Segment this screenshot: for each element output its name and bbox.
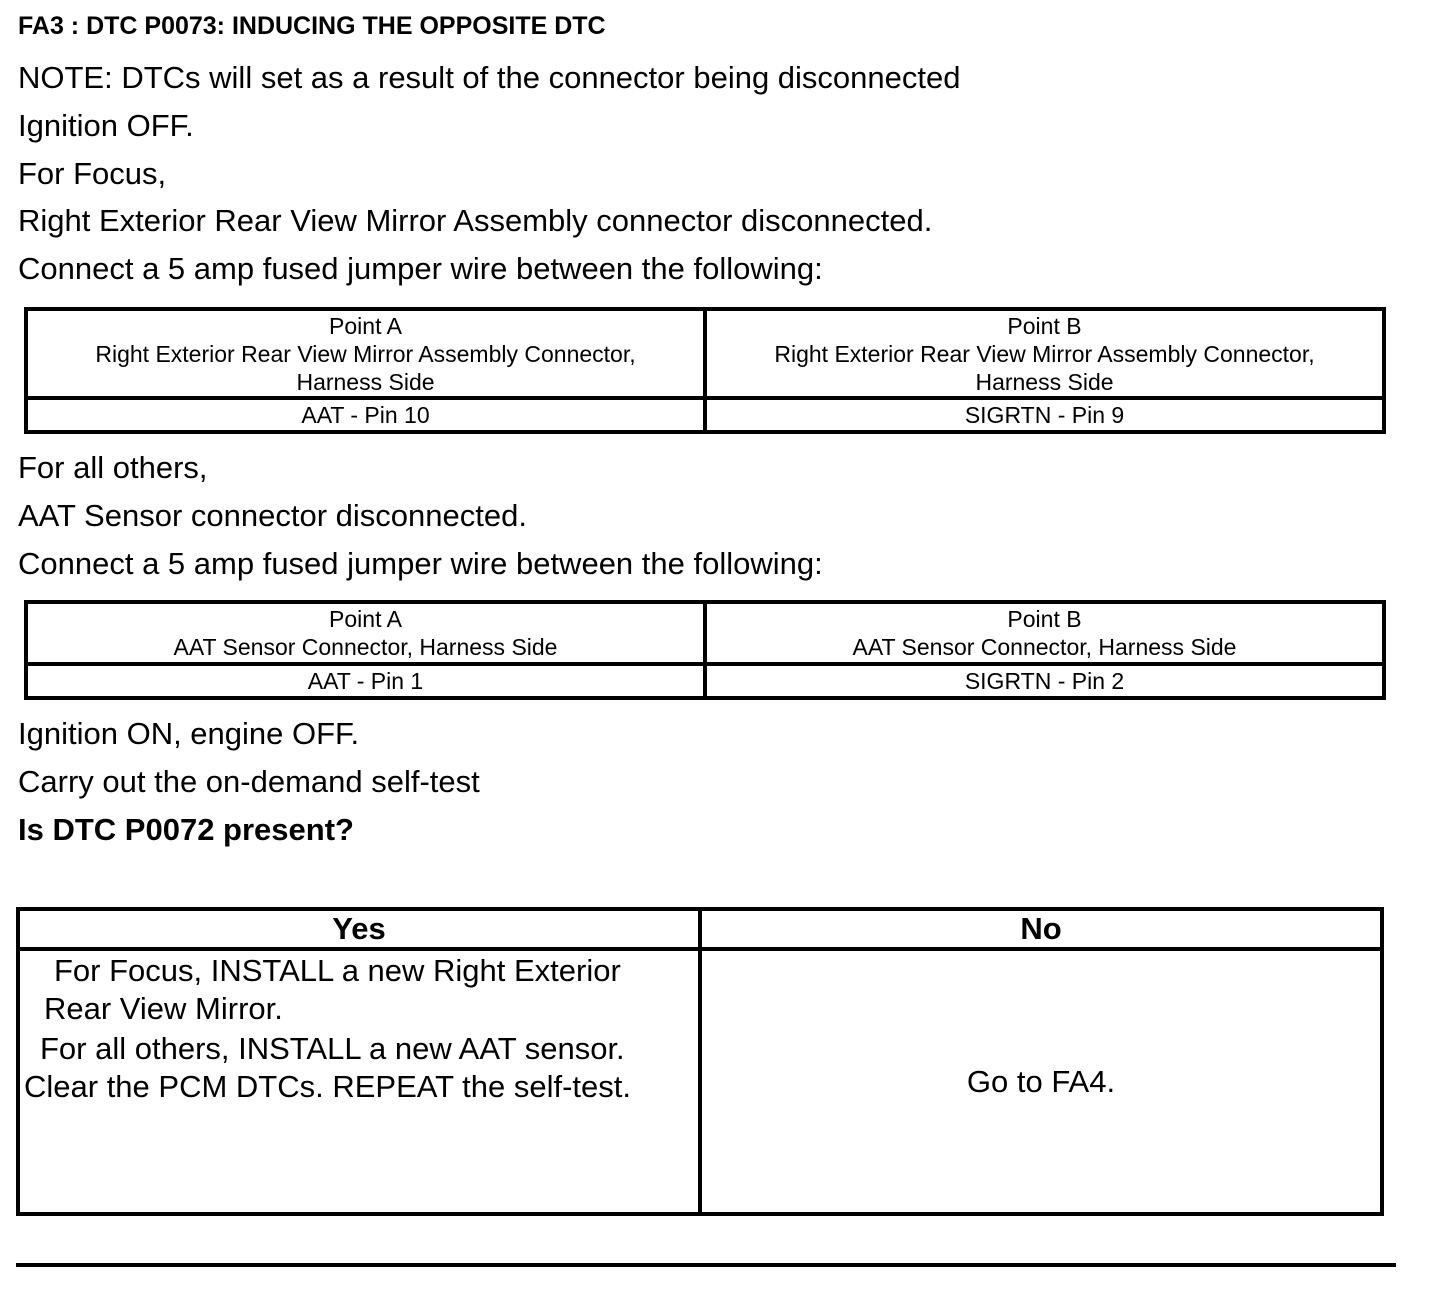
point-a-label: Point A: [329, 606, 402, 632]
point-b-pin: SIGRTN - Pin 9: [705, 398, 1384, 432]
pin-table-focus-point-a-header: [26, 309, 705, 398]
bottom-divider: [16, 1263, 1396, 1267]
no-cell: Go to FA4.: [700, 949, 1382, 1214]
step-for-focus: For Focus,: [18, 156, 167, 191]
point-b-side: Harness Side: [975, 368, 1114, 395]
point-b-connector: Right Exterior Rear View Mirror Assembly Connector,: [774, 340, 1315, 367]
step-connect-jumper-1: Connect a 5 amp fused jumper wire between the following:: [18, 251, 823, 286]
step-ignition-on: Ignition ON, engine OFF.: [18, 716, 360, 751]
yes-header: Yes: [18, 909, 700, 949]
pin-table-others-point-b-header: [705, 602, 1384, 664]
step-ignition-off: Ignition OFF.: [18, 108, 194, 143]
yes-line-1: For Focus, INSTALL a new Right Exterior: [54, 953, 621, 988]
point-b-pin: SIGRTN - Pin 2: [705, 664, 1384, 698]
step-self-test: Carry out the on-demand self-test: [18, 764, 480, 799]
step-connect-jumper-2: Connect a 5 amp fused jumper wire between the following:: [18, 546, 823, 581]
point-a-label: Point A: [329, 312, 402, 339]
question: Is DTC P0072 present?: [18, 812, 354, 847]
pin-table-others: [24, 600, 1386, 700]
page-title: FA3 : DTC P0073: INDUCING THE OPPOSITE DTC: [18, 12, 606, 40]
step-for-all-others: For all others,: [18, 450, 208, 485]
note-text: NOTE: DTCs will set as a result of the connector being disconnected: [18, 60, 961, 95]
point-a-connector: AAT Sensor Connector, Harness Side: [173, 634, 558, 660]
yes-line-4: Clear the PCM DTCs. REPEAT the self-test.: [24, 1069, 631, 1104]
step-mirror-disconnected: Right Exterior Rear View Mirror Assembly connector disconnected.: [18, 203, 933, 238]
answer-table: [16, 907, 1384, 1216]
point-a-pin: AAT - Pin 1: [26, 664, 705, 698]
yes-cell: [18, 949, 700, 1214]
no-header: No: [700, 909, 1382, 949]
point-b-label: Point B: [1007, 312, 1082, 339]
pin-table-focus: [24, 307, 1386, 434]
point-b-connector: AAT Sensor Connector, Harness Side: [852, 634, 1237, 660]
point-a-pin: AAT - Pin 10: [26, 398, 705, 432]
pin-table-focus-point-b-header: [705, 309, 1384, 398]
pin-table-others-point-a-header: [26, 602, 705, 664]
point-b-label: Point B: [1007, 606, 1082, 632]
step-aat-disconnected: AAT Sensor connector disconnected.: [18, 498, 527, 533]
yes-line-2: Rear View Mirror.: [44, 991, 283, 1026]
yes-line-3: For all others, INSTALL a new AAT sensor.: [40, 1031, 625, 1066]
point-a-connector: Right Exterior Rear View Mirror Assembly Connector,: [95, 340, 636, 367]
point-a-side: Harness Side: [296, 368, 435, 395]
